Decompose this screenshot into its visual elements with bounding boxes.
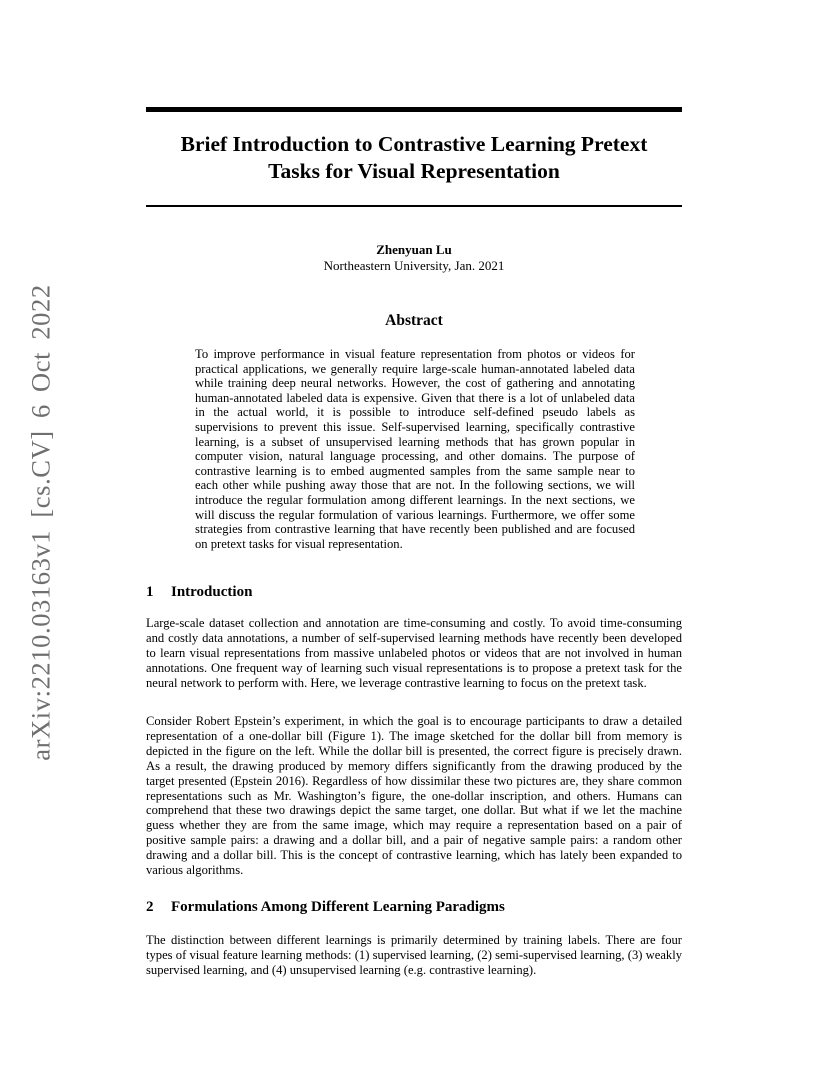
abstract-heading: Abstract xyxy=(385,312,443,329)
abstract-body: To improve performance in visual feature representation from photos or videos for practical applications, we generally require large-scale human-annotated labeled data while training deep neural networks. However, the cost of gathering and annotating human-annotated labeled data is expensive. Given that there is a lot of unlabeled data in the actual world, it is possible to introduce self-defined pseudo labels as supervisions to prevent this issue. Self-supervised learning, specifically contrastive learning, is a subset of unsupervised learning methods that has grown popular in computer vision, natural language processing, and other domains. The purpose of contrastive learning is to embed augmented samples from the same sample near to each other while pushing away those that are not. In the following sections, we will introduce the regular formulation among different learnings. In the next sections, we will discuss the regular formulation of various learnings. Furthermore, we offer some strategies from contrastive learning that have recently been published and are focused on pretext tasks for visual representation. xyxy=(195,347,635,551)
paper-title-line-2: Tasks for Visual Representation xyxy=(268,159,560,183)
section-heading-introduction xyxy=(146,583,682,601)
section-heading-formulations xyxy=(146,898,682,916)
paper-title xyxy=(146,131,682,185)
paper-title-line-1: Brief Introduction to Contrastive Learning Pretext xyxy=(180,132,648,156)
author-block xyxy=(146,242,682,274)
section-number: 1 xyxy=(146,584,154,600)
arxiv-identifier-text: arXiv:2210.03163v1 [cs.CV] 6 Oct 2022 xyxy=(25,283,56,761)
section-number: 2 xyxy=(146,899,154,915)
paragraph: Large-scale dataset collection and annotation are time-consuming and costly. To avoid time-consuming and costly data annotations, a number of self-supervised learning methods have recently been developed to learn visual representations from massive unlabeled photos or videos that are not involved in human annotations. One frequent way of learning such visual representations is to propose a pretext task for the neural network to perform with. Here, we leverage contrastive learning to focus on the pretext task. xyxy=(146,616,682,690)
author-affiliation: Northeastern University, Jan. 2021 xyxy=(323,258,505,273)
title-bottom-rule xyxy=(146,205,682,207)
paragraph: Consider Robert Epstein’s experiment, in which the goal is to encourage participants to draw a detailed representation of a one-dollar bill (Figure 1). The image sketched for the dollar bill from memory is depicted in the figure on the left. While the dollar bill is presented, the correct figure is precisely drawn. As a result, the drawing produced by memory differs significantly from the drawing produced by the target presented (Epstein 2016). Regardless of how dissimilar these two pictures are, they share common representations such as Mr. Washington’s figure, the one-dollar inscription, and others. Humans can comprehend that these two drawings depict the same target, one dollar. But what if we let the machine guess whether they are from the same image, which may require a representation based on a pair of positive sample pairs: a drawing and a dollar bill, and a pair of negative sample pairs: a random other drawing and a dollar bill. This is the concept of contrastive learning, which has lately been expanded to various algorithms. xyxy=(146,714,682,878)
author-name: Zhenyuan Lu xyxy=(376,242,452,257)
paragraph: The distinction between different learnings is primarily determined by training labels. There are four types of visual feature learning methods: (1) supervised learning, (2) semi-supervised learning, (3) weakly supervised learning, and (4) unsupervised learning (e.g. contrastive learning). xyxy=(146,933,682,977)
title-top-rule xyxy=(146,107,682,112)
arxiv-identifier-stamp xyxy=(23,283,59,761)
section-title: Introduction xyxy=(171,584,253,600)
section-title: Formulations Among Different Learning Paradigms xyxy=(171,899,505,915)
